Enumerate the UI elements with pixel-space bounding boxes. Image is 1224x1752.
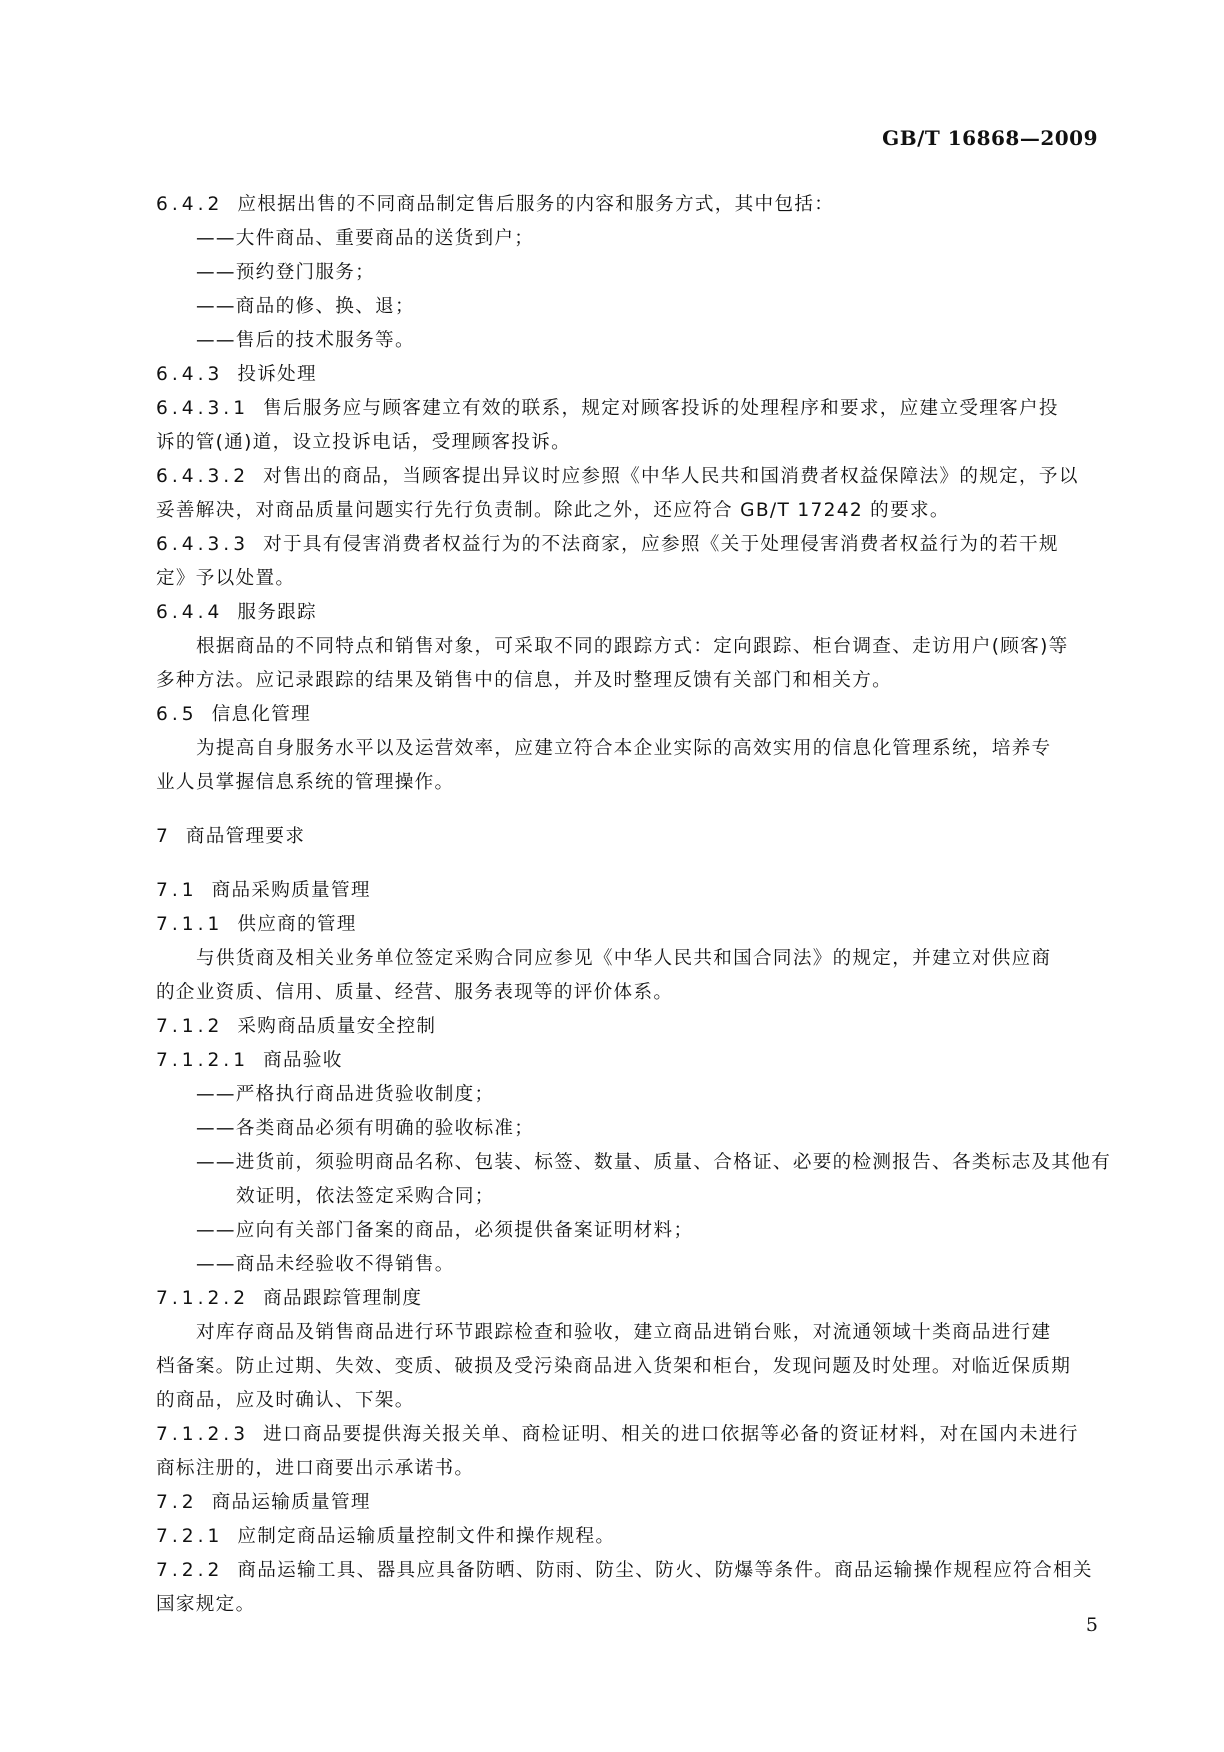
section-title: 商品管理要求	[185, 826, 306, 847]
clause-heading: 采购商品质量安全控制	[237, 1016, 437, 1037]
clause-heading: 供应商的管理	[237, 914, 357, 935]
section-gap	[156, 854, 1100, 874]
text-line: 国家规定。	[156, 1594, 256, 1615]
text-line: 为提高自身服务水平以及运营效率，应建立符合本企业实际的高效实用的信息化管理系统，培养专	[196, 738, 1052, 759]
text-line: 与供货商及相关业务单位签定采购合同应参见《中华人民共和国合同法》的规定，并建立对供应商	[196, 948, 1052, 969]
list-item-continuation: 效证明，依法签定采购合同；	[236, 1186, 495, 1207]
text-line: 档备案。防止过期、失效、变质、破损及受污染商品进入货架和柜台，发现问题及时处理。对临近保质期	[156, 1356, 1072, 1377]
clause-number: 7.1.2.3	[156, 1424, 250, 1445]
section-7-heading	[156, 820, 1100, 854]
list-item: ——售后的技术服务等。	[196, 330, 415, 351]
clause-6-5	[156, 698, 1100, 732]
clause-text: 对售出的商品，当顾客提出异议时应参照《中华人民共和国消费者权益保障法》的规定，予以	[263, 466, 1079, 487]
clause-text: 应制定商品运输质量控制文件和操作规程。	[237, 1526, 616, 1547]
clause-6-4-4	[156, 596, 1100, 630]
clause-heading: 投诉处理	[237, 364, 317, 385]
clause-6-4-3-1	[156, 392, 1100, 426]
document-body	[156, 188, 1112, 1622]
clause-7-1	[156, 874, 1100, 908]
clause-7-1-1	[156, 908, 1100, 942]
clause-6-4-3	[156, 358, 1100, 392]
clause-7-1-2-3	[156, 1418, 1100, 1452]
clause-heading: 商品验收	[263, 1050, 343, 1071]
list-item: ——预约登门服务；	[196, 262, 376, 283]
clause-number: 7.2.2	[156, 1560, 224, 1581]
clause-6-4-3-2	[156, 460, 1100, 494]
text-line: 根据商品的不同特点和销售对象，可采取不同的跟踪方式：定向跟踪、柜台调查、走访用户(顾客)等	[196, 636, 1069, 657]
clause-number: 7.1.1	[156, 914, 224, 935]
clause-number: 7.2.1	[156, 1526, 224, 1547]
clause-number: 7.1.2.2	[156, 1288, 250, 1309]
list-item: ——大件商品、重要商品的送货到户；	[196, 228, 535, 249]
clause-text: 对于具有侵害消费者权益行为的不法商家，应参照《关于处理侵害消费者权益行为的若干规	[263, 534, 1059, 555]
list-item: ——商品未经验收不得销售。	[196, 1254, 455, 1275]
clause-number: 7.2	[156, 1492, 198, 1513]
clause-text: 进口商品要提供海关报关单、商检证明、相关的进口依据等必备的资证材料，对在国内未进行	[263, 1424, 1079, 1445]
clause-heading: 商品运输质量管理	[211, 1492, 371, 1513]
clause-text: 商品运输工具、器具应具备防晒、防雨、防尘、防火、防爆等条件。商品运输操作规程应符合相关	[237, 1560, 1093, 1581]
clause-number: 6.4.3	[156, 364, 224, 385]
clause-7-1-2	[156, 1010, 1100, 1044]
list-item: ——进货前，须验明商品名称、包装、标签、数量、质量、合格证、必要的检测报告、各类标志及其他有	[196, 1152, 1112, 1173]
clause-number: 7.1	[156, 880, 198, 901]
clause-6-4-2	[156, 188, 1100, 222]
text-line: 的商品，应及时确认、下架。	[156, 1390, 415, 1411]
list-item: ——商品的修、换、退；	[196, 296, 415, 317]
clause-number: 6.4.3.2	[156, 466, 250, 487]
clause-7-2-2	[156, 1554, 1100, 1588]
text-line: 妥善解决，对商品质量问题实行先行负责制。除此之外，还应符合 GB/T 17242 的要求。	[156, 500, 950, 521]
page-number: 5	[1085, 1614, 1098, 1636]
clause-number: 7.1.2.1	[156, 1050, 250, 1071]
text-line: 定》予以处置。	[156, 568, 296, 589]
clause-heading: 信息化管理	[211, 704, 312, 725]
clause-number: 6.4.2	[156, 194, 224, 215]
clause-number: 6.4.4	[156, 602, 224, 623]
section-number: 7	[156, 826, 172, 847]
clause-text: 售后服务应与顾客建立有效的联系，规定对顾客投诉的处理程序和要求，应建立受理客户投	[263, 398, 1059, 419]
list-item: ——应向有关部门备案的商品，必须提供备案证明材料；	[196, 1220, 694, 1241]
clause-heading: 商品采购质量管理	[211, 880, 371, 901]
clause-7-1-2-1	[156, 1044, 1100, 1078]
clause-6-4-3-3	[156, 528, 1100, 562]
clause-number: 6.5	[156, 704, 198, 725]
clause-7-2	[156, 1486, 1100, 1520]
standard-number-header: GB/T 16868—2009	[882, 126, 1098, 150]
clause-text: 应根据出售的不同商品制定售后服务的内容和服务方式，其中包括：	[237, 194, 835, 215]
text-line: 商标注册的，进口商要出示承诺书。	[156, 1458, 475, 1479]
clause-heading: 商品跟踪管理制度	[263, 1288, 423, 1309]
text-line: 业人员掌握信息系统的管理操作。	[156, 772, 455, 793]
text-line: 对库存商品及销售商品进行环节跟踪检查和验收，建立商品进销台账，对流通领域十类商品进行建	[196, 1322, 1052, 1343]
clause-number: 6.4.3.1	[156, 398, 250, 419]
clause-7-1-2-2	[156, 1282, 1100, 1316]
clause-heading: 服务跟踪	[237, 602, 317, 623]
clause-number: 6.4.3.3	[156, 534, 250, 555]
list-item: ——严格执行商品进货验收制度；	[196, 1084, 495, 1105]
list-item: ——各类商品必须有明确的验收标准；	[196, 1118, 535, 1139]
text-line: 多种方法。应记录跟踪的结果及销售中的信息，并及时整理反馈有关部门和相关方。	[156, 670, 893, 691]
text-line: 诉的管(通)道，设立投诉电话，受理顾客投诉。	[156, 432, 571, 453]
clause-number: 7.1.2	[156, 1016, 224, 1037]
section-gap	[156, 800, 1100, 820]
clause-7-2-1	[156, 1520, 1100, 1554]
text-line: 的企业资质、信用、质量、经营、服务表现等的评价体系。	[156, 982, 674, 1003]
